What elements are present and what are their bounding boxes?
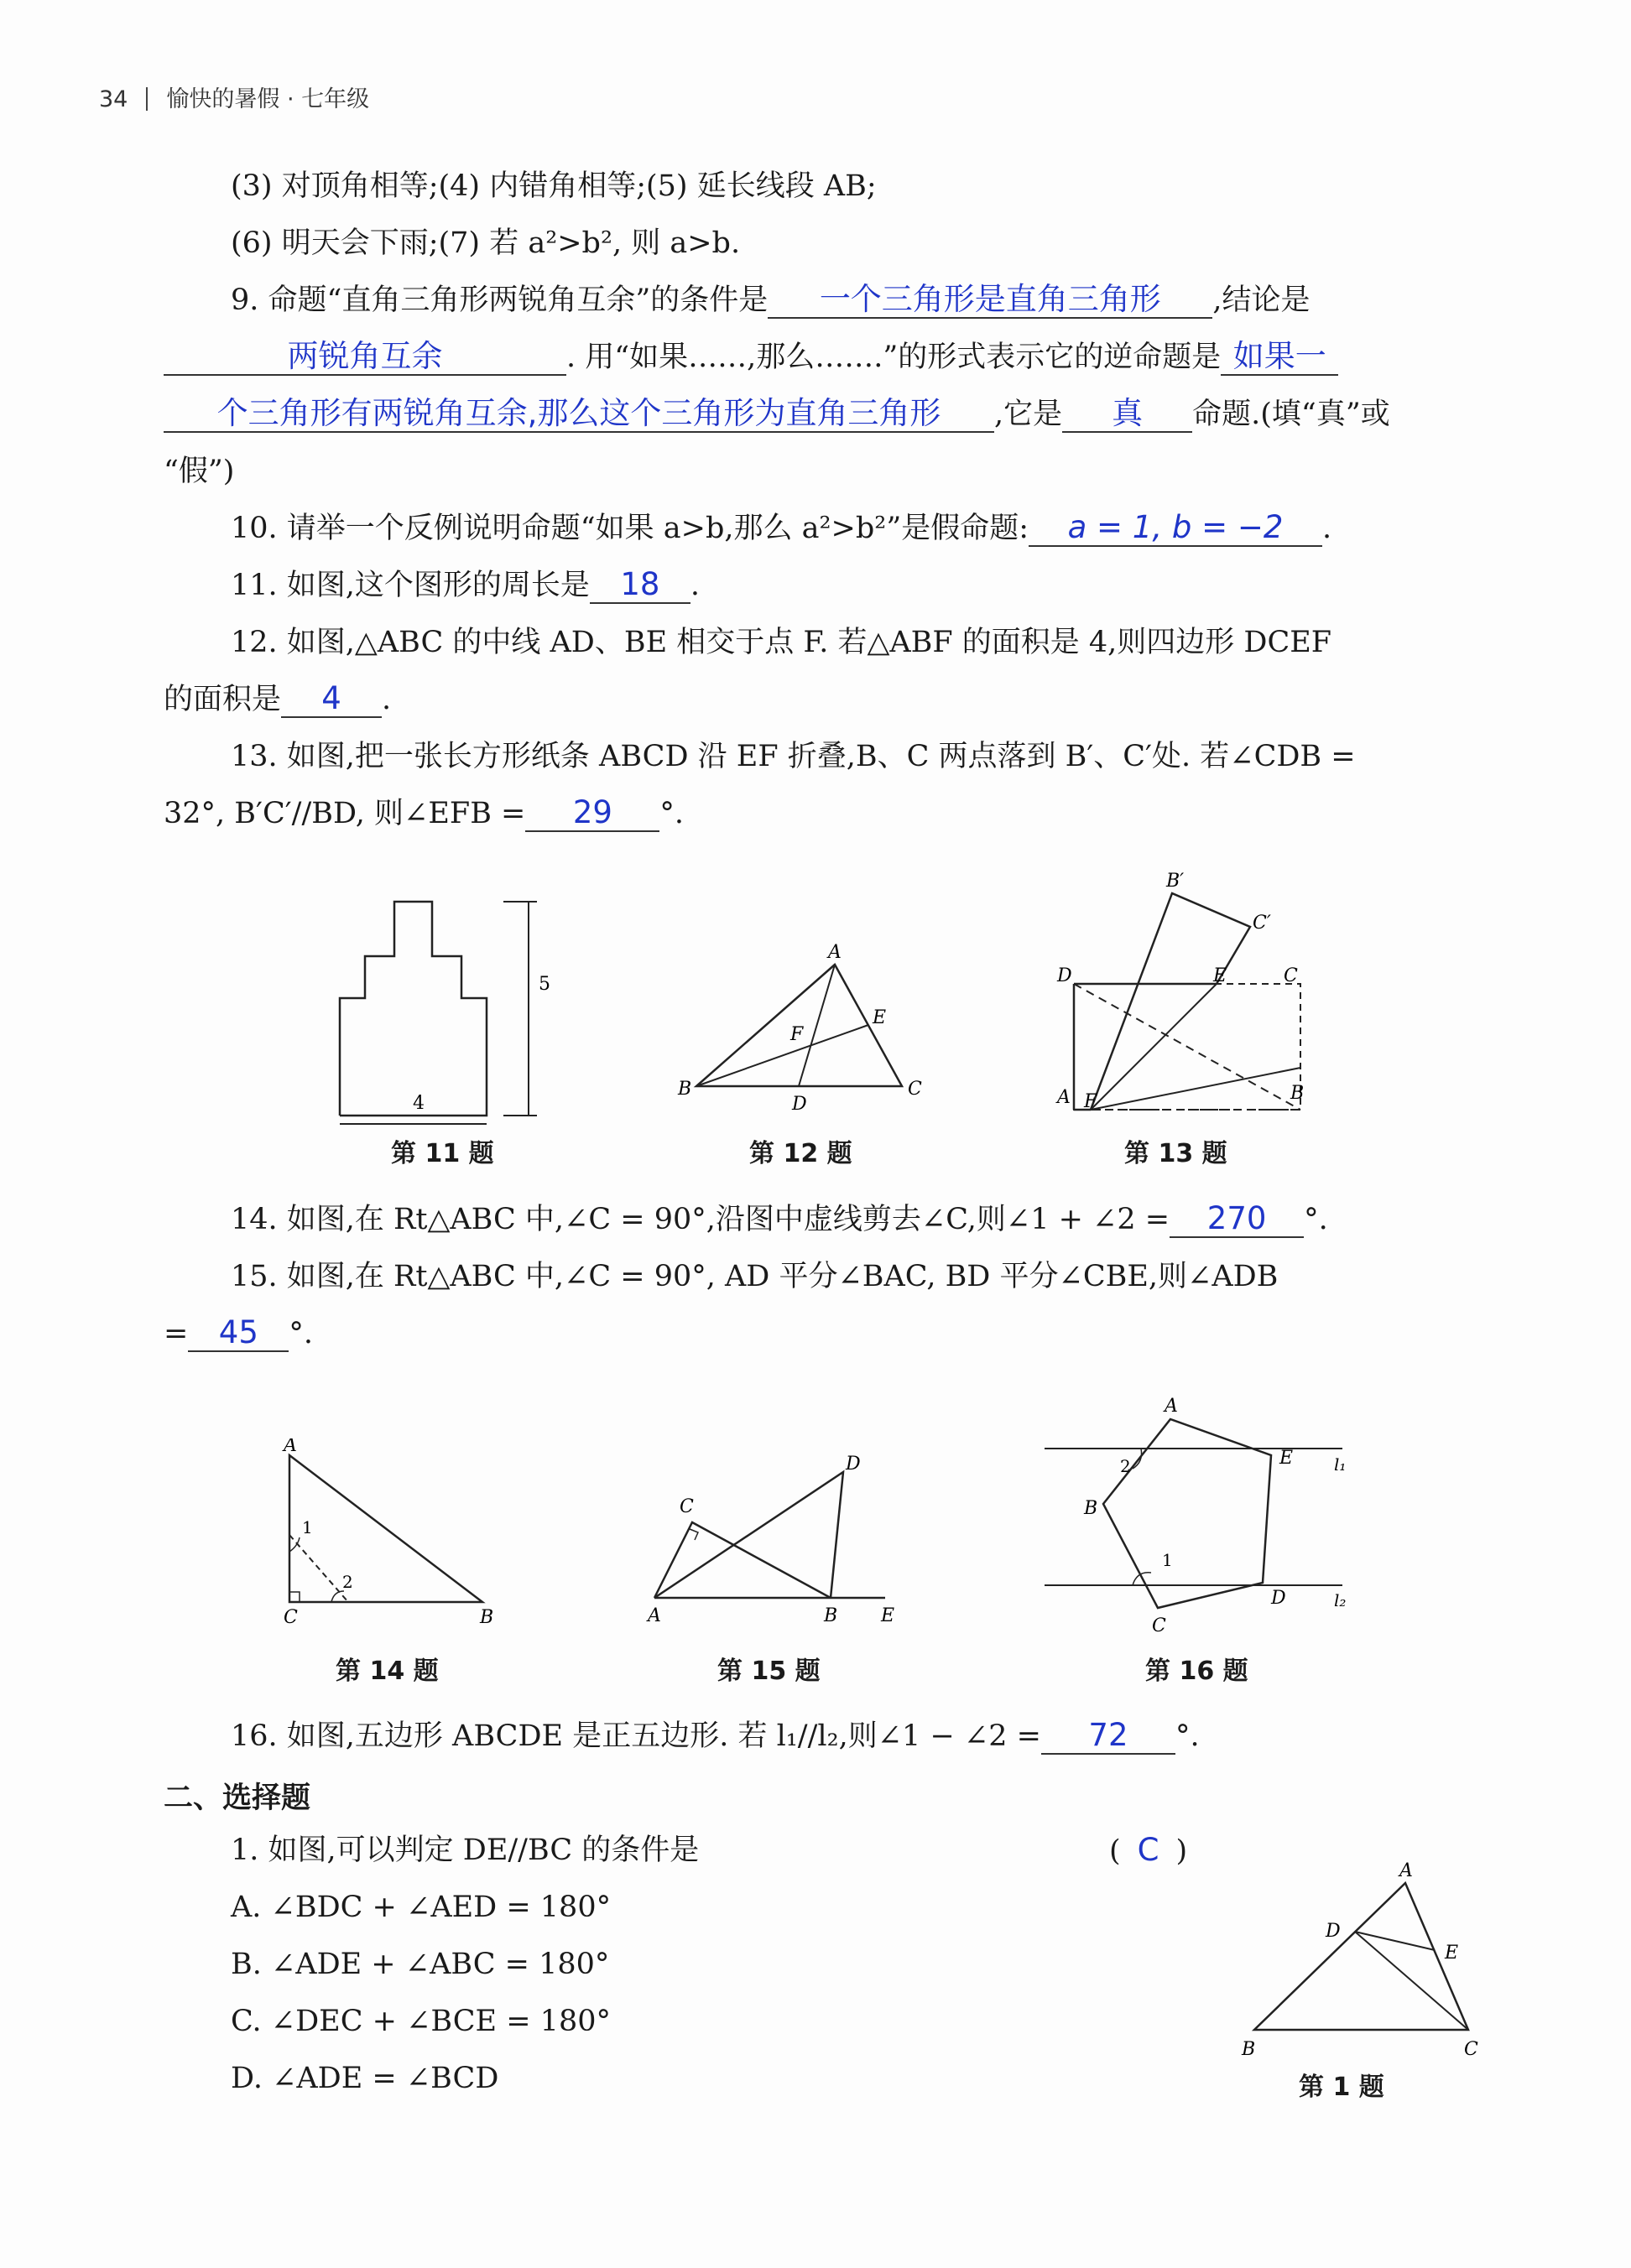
fig14-label-B: B — [480, 1607, 494, 1628]
mc1-paren-left: ( — [1109, 1834, 1121, 1868]
mc1-option-a: A. ∠BDC + ∠AED = 180° — [231, 1891, 612, 1924]
q9-blank-3a — [1221, 340, 1338, 376]
q9-text-1: 9. 命题“直角三角形两锐角互余”的条件是 — [231, 284, 769, 317]
q15-answer: 45 — [218, 1314, 258, 1350]
mc1-stem: 1. 如图,可以判定 DE//BC 的条件是 — [231, 1834, 700, 1867]
q14-end: °. — [1304, 1203, 1328, 1236]
fig13-label-C-prime: C′ — [1253, 913, 1271, 934]
figure-11 — [302, 872, 571, 1132]
q12-line-2 — [164, 681, 391, 718]
mc1-option-c: C. ∠DEC + ∠BCE = 180° — [231, 2005, 611, 2038]
figmc1-label-D: D — [1326, 1921, 1341, 1942]
figmc1-label-E: E — [1445, 1943, 1459, 1964]
fig16-label-l1: l₁ — [1334, 1454, 1347, 1475]
q9-text-5: 命题.(填“真”或 — [1192, 398, 1390, 431]
q9-blank-1 — [768, 283, 1212, 319]
fig12-label-E: E — [873, 1007, 887, 1028]
q16-blank — [1041, 1719, 1175, 1755]
q11-end: . — [690, 569, 701, 602]
q10-line — [231, 510, 1331, 547]
fig16-label-B: B — [1084, 1498, 1098, 1519]
fig13-label-D: D — [1057, 965, 1072, 986]
fig11-width-label: 4 — [413, 1093, 425, 1114]
q12-line-1: 12. 如图,△ABC 的中线 AD、BE 相交于点 F. 若△ABF 的面积是 4,则四边形 DCEF — [231, 626, 1332, 659]
header-divider — [146, 87, 148, 111]
q9-blank-4 — [1062, 397, 1192, 433]
fig14-angle-1: 1 — [302, 1517, 313, 1537]
q9-answer-4: 真 — [1112, 395, 1144, 431]
q16-line — [231, 1718, 1200, 1755]
figmc1-label-C: C — [1464, 2039, 1478, 2060]
fig13-label-E: E — [1213, 965, 1227, 986]
q10-text: 10. 请举一个反例说明命题“如果 a>b,那么 a²>b²”是假命题: — [231, 512, 1029, 545]
fig13-label-C: C — [1284, 965, 1298, 986]
book-title: 愉快的暑假 · 七年级 — [166, 86, 370, 112]
q9-text-2: ,结论是 — [1212, 284, 1311, 317]
figmc1-label-B: B — [1242, 2039, 1256, 2060]
q10-answer: a = 1, b = −2 — [1067, 509, 1284, 545]
q9-answer-3a: 如果一 — [1232, 338, 1326, 374]
caption-mc1: 第 1 题 — [1299, 2073, 1384, 2102]
q13-text-2: 32°, B′C′//BD, 则∠EFB = — [164, 797, 526, 830]
mc1-option-b: B. ∠ADE + ∠ABC = 180° — [231, 1948, 610, 1981]
q16-text: 16. 如图,五边形 ABCDE 是正五边形. 若 l₁//l₂,则∠1 − ∠2 = — [231, 1719, 1041, 1753]
mc1-answer: C — [1137, 1832, 1159, 1868]
figmc1-label-A: A — [1399, 1860, 1413, 1881]
q14-line — [231, 1201, 1328, 1238]
q8-line-a: (3) 对顶角相等;(4) 内错角相等;(5) 延长线段 AB; — [231, 169, 877, 203]
figure-12 — [671, 939, 948, 1124]
q12-text-2: 的面积是 — [164, 683, 282, 716]
q16-answer: 72 — [1088, 1717, 1128, 1753]
q15-blank — [188, 1316, 289, 1352]
fig16-angle-2: 2 — [1120, 1456, 1131, 1476]
q10-blank — [1029, 511, 1322, 547]
q13-line-2 — [164, 795, 684, 832]
page-number: 34 — [99, 86, 128, 112]
fig12-label-F: F — [790, 1024, 804, 1045]
q15-line-2 — [164, 1315, 313, 1352]
fig15-label-E: E — [881, 1605, 895, 1626]
caption-13: 第 13 题 — [1124, 1139, 1227, 1168]
q11-line — [231, 567, 700, 604]
q14-text: 14. 如图,在 Rt△ABC 中,∠C = 90°,沿图中虚线剪去∠C,则∠1 + ∠2 = — [231, 1203, 1170, 1236]
fig16-angle-1: 1 — [1162, 1550, 1173, 1570]
fig15-label-A: A — [648, 1605, 661, 1626]
figure-14 — [268, 1438, 512, 1648]
fig13-label-B-prime: B′ — [1166, 871, 1185, 892]
q9-line-2 — [164, 339, 1338, 376]
q12-end: . — [382, 683, 392, 716]
fig12-label-B: B — [678, 1079, 692, 1100]
q12-blank — [281, 682, 382, 718]
fig16-label-E: E — [1279, 1448, 1294, 1469]
fig16-label-D: D — [1271, 1588, 1286, 1609]
fig13-label-A: A — [1057, 1087, 1071, 1108]
fig13-label-B: B — [1290, 1083, 1305, 1104]
fig12-label-A: A — [828, 942, 842, 963]
q9-text-4: ,它是 — [994, 398, 1063, 431]
q12-answer: 4 — [321, 680, 341, 716]
figure-13 — [1040, 868, 1317, 1120]
q9-line-3 — [164, 396, 1390, 433]
q9-blank-3b — [164, 397, 994, 433]
fig11-height-label: 5 — [539, 974, 550, 995]
q9-text-3: . 用“如果……,那么…….”的形式表示它的逆命题是 — [566, 341, 1222, 374]
figure-16 — [1032, 1388, 1368, 1640]
caption-14: 第 14 题 — [336, 1657, 439, 1686]
fig16-label-l2: l₂ — [1334, 1590, 1347, 1610]
q13-answer: 29 — [572, 794, 612, 830]
q11-blank — [590, 568, 690, 604]
q15-line-1: 15. 如图,在 Rt△ABC 中,∠C = 90°, AD 平分∠BAC, BD 平分∠CBE,则∠ADB — [231, 1260, 1279, 1293]
caption-16: 第 16 题 — [1145, 1657, 1248, 1686]
q9-answer-2: 两锐角互余 — [287, 338, 443, 374]
q13-blank — [525, 796, 659, 832]
fig16-label-A: A — [1165, 1396, 1178, 1417]
mc1-paren-right: ) — [1175, 1834, 1188, 1868]
page-header — [99, 81, 369, 113]
fig15-label-B: B — [824, 1605, 838, 1626]
q16-end: °. — [1175, 1719, 1200, 1753]
fig14-angle-2: 2 — [342, 1572, 353, 1592]
figure-15 — [638, 1438, 915, 1640]
q14-answer: 270 — [1206, 1200, 1267, 1236]
caption-11: 第 11 题 — [391, 1139, 494, 1168]
q9-line-4: “假”) — [164, 455, 235, 488]
q9-answer-1: 一个三角形是直角三角形 — [819, 281, 1161, 317]
fig12-label-C: C — [908, 1079, 922, 1100]
q13-end: °. — [659, 797, 685, 830]
q11-text: 11. 如图,这个图形的周长是 — [231, 569, 590, 602]
mc1-answer-paren — [1109, 1832, 1187, 1870]
fig12-label-D: D — [792, 1094, 807, 1115]
fig14-label-C: C — [284, 1607, 298, 1628]
fig13-label-F: F — [1084, 1091, 1097, 1112]
q15-text-2: = — [164, 1317, 189, 1350]
q9-answer-3b: 个三角形有两锐角互余,那么这个三角形为直角三角形 — [216, 395, 941, 431]
caption-12: 第 12 题 — [749, 1139, 852, 1168]
fig15-label-D: D — [846, 1454, 861, 1475]
figure-mc1 — [1225, 1858, 1493, 2076]
q8-line-b: (6) 明天会下雨;(7) 若 a²>b², 则 a>b. — [231, 226, 741, 260]
q9-line-1 — [231, 282, 1310, 319]
mc1-option-d: D. ∠ADE = ∠BCD — [231, 2062, 499, 2095]
q10-end: . — [1322, 512, 1332, 545]
fig15-label-C: C — [680, 1496, 694, 1517]
q11-answer: 18 — [620, 566, 660, 602]
caption-15: 第 15 题 — [717, 1657, 821, 1686]
q14-blank — [1170, 1202, 1304, 1238]
q15-end: °. — [289, 1317, 313, 1350]
section-title: 二、选择题 — [164, 1782, 311, 1815]
q9-blank-2 — [164, 340, 566, 376]
q13-line-1: 13. 如图,把一张长方形纸条 ABCD 沿 EF 折叠,B、C 两点落到 B′、C′处. 若∠CDB = — [231, 740, 1356, 773]
fig14-label-A: A — [284, 1438, 297, 1456]
fig16-label-C: C — [1152, 1615, 1166, 1636]
